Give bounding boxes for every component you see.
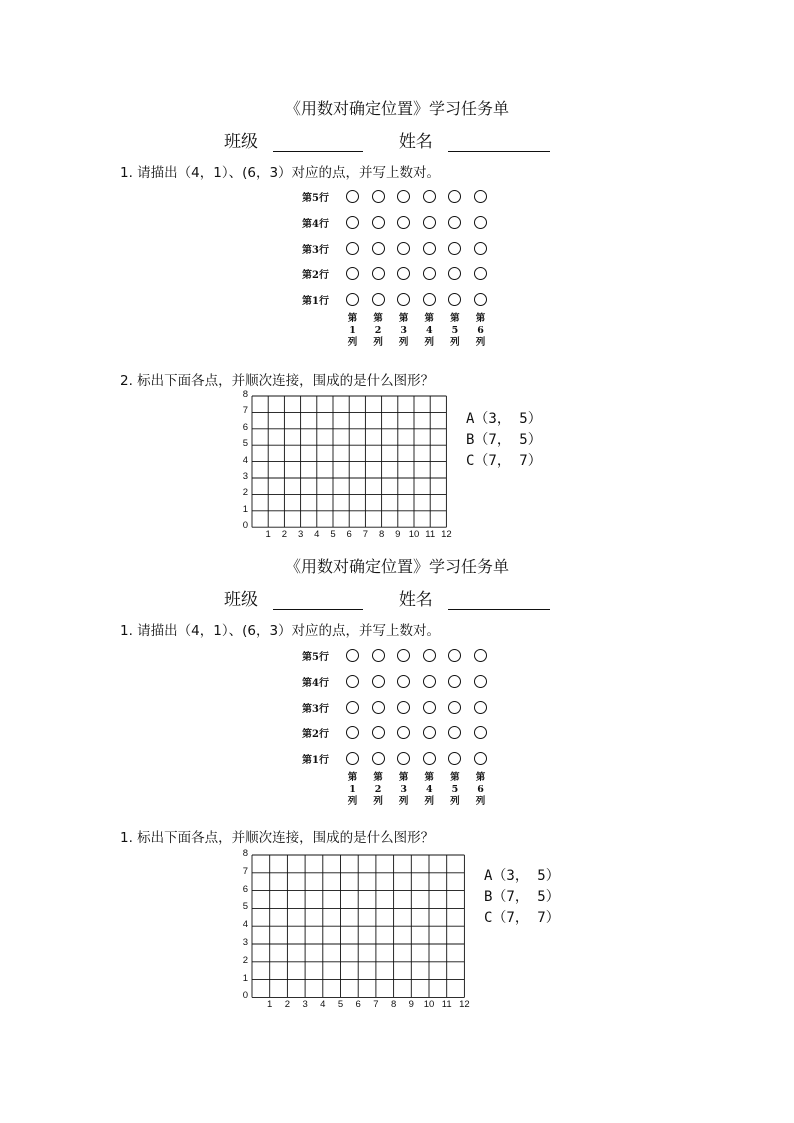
seat-circle[interactable] <box>346 701 359 714</box>
seat-circle[interactable] <box>372 267 385 280</box>
seat-circle[interactable] <box>346 675 359 688</box>
x-tick-label: 1 <box>267 999 273 1011</box>
x-tick-label: 3 <box>297 529 304 541</box>
seat-circle[interactable] <box>397 675 410 688</box>
question-1: 1. 请描出（4，1）、(6，3）对应的点，并写上数对。 <box>120 623 441 639</box>
column-label <box>423 772 435 808</box>
worksheet-title: 《用数对确定位置》学习任务单 <box>284 99 509 118</box>
seat-circle[interactable] <box>448 752 461 765</box>
seat-circle[interactable] <box>474 293 487 306</box>
seat-circle[interactable] <box>346 649 359 662</box>
seat-circle[interactable] <box>372 726 385 739</box>
student-info-fields <box>224 585 550 610</box>
y-tick-label: 6 <box>242 883 248 895</box>
column-label-part: 5 <box>451 325 459 337</box>
row-label: 第4行 <box>302 677 329 689</box>
seat-circle[interactable] <box>474 752 487 765</box>
seat-circle[interactable] <box>397 242 410 255</box>
seat-circle[interactable] <box>423 752 436 765</box>
seat-circle[interactable] <box>346 242 359 255</box>
y-tick-label: 0 <box>242 520 248 532</box>
x-tick-label: 6 <box>346 529 352 541</box>
column-label-part: 第 <box>424 313 435 325</box>
column-label <box>372 772 384 808</box>
question-2: 1. 标出下面各点，并顺次连接，围成的是什么图形？ <box>120 830 435 846</box>
seat-circle[interactable] <box>474 242 487 255</box>
student-info-fields <box>224 127 550 152</box>
point-a: A（3， 5） <box>466 411 542 427</box>
column-label-part: 列 <box>450 337 460 349</box>
column-label <box>347 313 359 349</box>
x-tick-label: 3 <box>302 999 308 1011</box>
column-label-part: 第 <box>373 772 383 784</box>
y-tick-label: 7 <box>242 865 248 877</box>
seat-circle[interactable] <box>448 293 461 306</box>
y-tick-label: 6 <box>242 421 248 433</box>
column-label-part: 列 <box>373 337 383 349</box>
y-tick-label: 5 <box>242 438 248 450</box>
column-label-part: 列 <box>398 337 409 349</box>
seat-circle[interactable] <box>397 293 410 306</box>
class-label: 班级 <box>224 590 258 610</box>
seat-circle[interactable] <box>423 293 436 306</box>
y-tick-label: 4 <box>242 454 248 466</box>
seat-circle[interactable] <box>372 649 385 662</box>
y-tick-label: 1 <box>242 972 248 984</box>
seat-circle[interactable] <box>423 267 436 280</box>
row-label: 第5行 <box>302 193 329 204</box>
column-label <box>398 313 410 349</box>
class-label: 班级 <box>224 132 258 152</box>
column-label-part: 第 <box>373 313 383 325</box>
seat-circle[interactable] <box>448 675 461 688</box>
seat-circle[interactable] <box>423 216 436 229</box>
seat-circle[interactable] <box>448 242 461 255</box>
seat-circle[interactable] <box>448 190 461 203</box>
row-label: 第3行 <box>302 703 329 715</box>
x-tick-label: 2 <box>281 529 288 541</box>
x-tick-label: 11 <box>425 529 436 541</box>
point-list <box>466 409 542 472</box>
column-label <box>449 313 461 349</box>
point-b: B（7， 5） <box>484 889 560 905</box>
seat-circle[interactable] <box>397 726 410 739</box>
seat-circle[interactable] <box>397 267 410 280</box>
row-label: 第5行 <box>302 652 329 663</box>
x-tick-label: 8 <box>378 529 385 541</box>
column-label-part: 3 <box>400 784 407 796</box>
seat-circle[interactable] <box>423 726 436 739</box>
column-label <box>475 313 487 349</box>
column-label-part: 列 <box>373 796 383 808</box>
x-tick-label: 12 <box>459 999 470 1011</box>
seat-circle[interactable] <box>448 216 461 229</box>
column-label-part: 4 <box>425 784 433 796</box>
column-label <box>398 772 410 808</box>
question-2: 2. 标出下面各点，并顺次连接，围成的是什么图形？ <box>120 373 435 389</box>
x-tick-label: 1 <box>265 529 271 541</box>
y-tick-label: 8 <box>242 848 248 859</box>
row-label: 第2行 <box>302 270 329 282</box>
column-label <box>372 313 384 349</box>
column-label-part: 第 <box>347 313 358 325</box>
x-tick-label: 8 <box>390 999 397 1011</box>
x-tick-label: 4 <box>314 529 320 541</box>
seat-circle[interactable] <box>474 649 487 662</box>
y-tick-label: 8 <box>242 389 248 400</box>
point-list <box>484 866 560 929</box>
y-tick-label: 7 <box>242 405 248 417</box>
y-tick-label: 1 <box>242 503 248 515</box>
x-tick-label: 7 <box>373 999 379 1011</box>
y-tick-label: 5 <box>242 901 248 913</box>
seat-circle[interactable] <box>474 267 487 280</box>
seat-circle[interactable] <box>346 293 359 306</box>
column-label-part: 第 <box>424 772 435 784</box>
seat-circle[interactable] <box>423 701 436 714</box>
point-c: C（7， 7） <box>484 910 560 926</box>
seat-circle[interactable] <box>372 242 385 255</box>
column-label <box>347 772 359 808</box>
seat-circle[interactable] <box>397 216 410 229</box>
x-tick-label: 9 <box>395 529 401 541</box>
y-tick-label: 3 <box>242 471 248 482</box>
row-label: 第1行 <box>302 755 329 767</box>
column-label-part: 第 <box>347 772 358 784</box>
x-tick-label: 2 <box>284 999 291 1011</box>
column-label-part: 2 <box>374 325 382 337</box>
seat-circle[interactable] <box>474 216 487 229</box>
point-a: A（3， 5） <box>484 868 560 884</box>
seat-circle[interactable] <box>397 701 410 714</box>
grid-lines[interactable] <box>251 854 465 998</box>
seat-circle[interactable] <box>448 267 461 280</box>
x-tick-label: 7 <box>362 529 369 541</box>
seat-circle[interactable] <box>397 190 410 203</box>
name-field[interactable] <box>448 591 550 610</box>
x-tick-label: 12 <box>441 529 452 541</box>
x-tick-label: 10 <box>408 529 420 541</box>
row-label: 第4行 <box>302 218 329 230</box>
class-field[interactable] <box>273 133 363 152</box>
seat-circle[interactable] <box>372 293 385 306</box>
seat-circle[interactable] <box>346 216 359 229</box>
question-1: 1. 请描出（4，1）、(6，3）对应的点，并写上数对。 <box>120 165 441 181</box>
class-field[interactable] <box>273 591 363 610</box>
seat-circle[interactable] <box>423 649 436 662</box>
column-label-part: 1 <box>349 325 356 337</box>
row-label: 第2行 <box>302 729 329 741</box>
seat-circle[interactable] <box>448 701 461 714</box>
x-tick-label: 5 <box>330 529 336 541</box>
column-label-part: 6 <box>477 784 484 796</box>
seat-circle[interactable] <box>372 752 385 765</box>
column-label-part: 2 <box>374 784 382 796</box>
column-label <box>475 772 487 808</box>
grid-lines[interactable] <box>251 395 447 528</box>
seat-circle[interactable] <box>372 216 385 229</box>
column-label-part: 第 <box>450 772 460 784</box>
column-label-part: 列 <box>347 337 358 349</box>
column-label <box>449 772 461 808</box>
column-label-part: 列 <box>424 796 435 808</box>
seat-circle[interactable] <box>423 242 436 255</box>
x-tick-label: 10 <box>423 999 435 1011</box>
column-label-part: 6 <box>477 325 484 337</box>
column-label-part: 列 <box>475 796 486 808</box>
column-label-part: 5 <box>451 784 459 796</box>
row-label: 第1行 <box>302 296 329 308</box>
column-label-part: 列 <box>475 337 486 349</box>
column-label-part: 第 <box>475 772 486 784</box>
column-label <box>423 313 435 349</box>
seat-circle[interactable] <box>346 190 359 203</box>
seat-circle[interactable] <box>346 267 359 280</box>
x-tick-label: 6 <box>355 999 361 1011</box>
y-tick-label: 2 <box>242 487 248 499</box>
column-label-part: 第 <box>398 313 409 325</box>
column-label-part: 1 <box>349 784 356 796</box>
seat-circle[interactable] <box>423 675 436 688</box>
column-label-part: 3 <box>400 325 407 337</box>
worksheet-title: 《用数对确定位置》学习任务单 <box>284 557 509 576</box>
column-label-part: 第 <box>398 772 409 784</box>
seat-circle[interactable] <box>474 190 487 203</box>
column-label-part: 列 <box>450 796 460 808</box>
seat-circle[interactable] <box>474 675 487 688</box>
x-tick-label: 4 <box>320 999 326 1011</box>
seat-circle[interactable] <box>372 675 385 688</box>
x-tick-label: 11 <box>441 999 452 1011</box>
name-field[interactable] <box>448 133 550 152</box>
seat-circle[interactable] <box>448 649 461 662</box>
seat-circle[interactable] <box>474 701 487 714</box>
point-c: C（7， 7） <box>466 453 542 469</box>
seat-circle[interactable] <box>372 701 385 714</box>
column-label-part: 第 <box>475 313 486 325</box>
seat-circle[interactable] <box>346 726 359 739</box>
row-label: 第3行 <box>302 244 329 256</box>
column-label-part: 第 <box>450 313 460 325</box>
seat-circle[interactable] <box>448 726 461 739</box>
column-label-part: 列 <box>347 796 358 808</box>
y-tick-label: 4 <box>242 919 248 931</box>
x-tick-label: 9 <box>408 999 414 1011</box>
column-label-part: 列 <box>424 337 435 349</box>
name-label: 姓名 <box>398 132 433 152</box>
seat-circle[interactable] <box>397 649 410 662</box>
seat-circle[interactable] <box>474 726 487 739</box>
y-tick-label: 3 <box>242 937 248 948</box>
y-tick-label: 0 <box>242 990 248 1002</box>
x-tick-label: 5 <box>337 999 344 1011</box>
y-tick-label: 2 <box>242 954 248 966</box>
point-b: B（7， 5） <box>466 432 542 448</box>
seat-circle[interactable] <box>372 190 385 203</box>
seat-circle[interactable] <box>397 752 410 765</box>
seat-circle[interactable] <box>346 752 359 765</box>
name-label: 姓名 <box>398 590 433 610</box>
column-label-part: 列 <box>398 796 409 808</box>
column-label-part: 4 <box>425 325 433 337</box>
seat-circle[interactable] <box>423 190 436 203</box>
